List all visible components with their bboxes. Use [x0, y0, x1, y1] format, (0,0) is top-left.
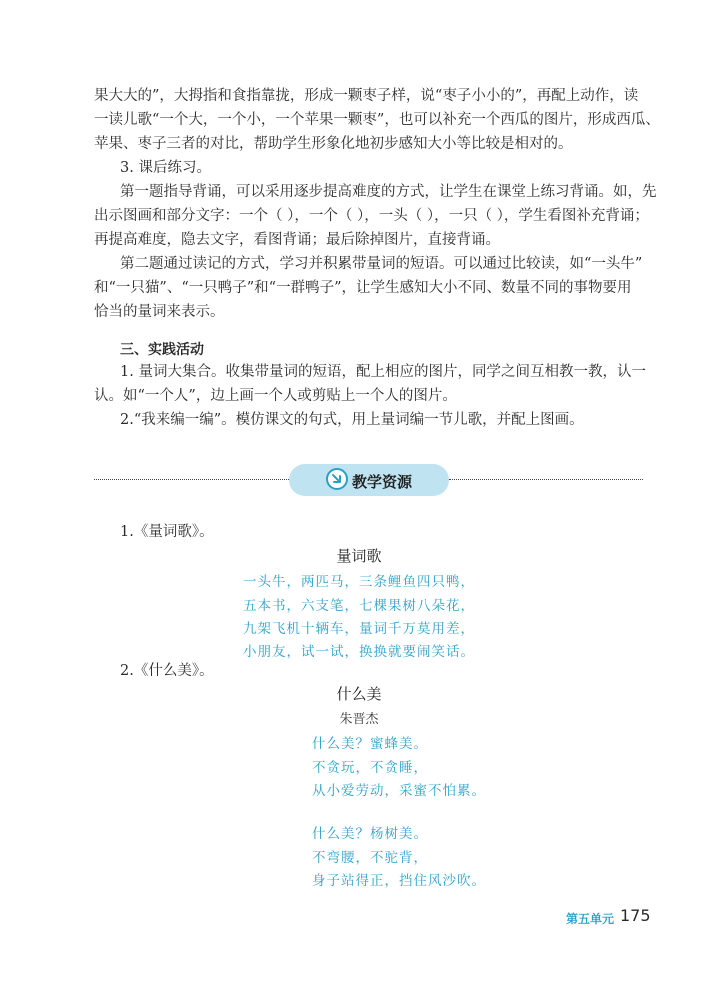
- body-line: 苹果、枣子三者的对比，帮助学生形象化地初步感知大小等比较是相对的。: [94, 136, 573, 152]
- footer-unit-label: 第五单元: [566, 912, 615, 926]
- poem-line: 什么美？蜜蜂美。: [312, 736, 428, 752]
- poem-line: 小朋友，试一试，换换就要闹笑话。: [243, 644, 475, 660]
- subheading-exercise: 3. 课后练习。: [120, 160, 211, 176]
- body-line: 果大大的”，大拇指和食指靠拢，形成一颗枣子样，说“枣子小小的”，再配上动作，读: [94, 88, 639, 104]
- body-line: 出示图画和部分文字：一个（ ），一个（ ），一头（ ），一只（ ），学生看图补充背诵；: [94, 208, 649, 224]
- section-heading: 三、实践活动: [120, 342, 204, 358]
- poem-title: 什么美: [336, 685, 382, 703]
- body-line: 2.“我来编一编”。模仿课文的句式，用上量词编一节儿歌，并配上图画。: [120, 412, 584, 428]
- divider-right: [449, 479, 643, 480]
- poem-title: 量词歌: [336, 547, 382, 565]
- body-line: 第二题通过读记的方式，学习并积累带量词的短语。可以通过比较读，如“一头牛”: [120, 256, 643, 272]
- poem-line: 一头牛，两匹马，三条鲤鱼四只鸭，: [243, 574, 475, 590]
- divider-left: [94, 479, 289, 480]
- resource-item-label: 2.《什么美》。: [120, 663, 214, 679]
- poem-line: 九架飞机十辆车，量词千万莫用差，: [243, 621, 475, 637]
- arrow-down-right-icon: [326, 468, 348, 490]
- poem-author: 朱晋杰: [339, 712, 379, 727]
- resource-item-label: 1.《量词歌》。: [120, 524, 214, 540]
- body-line: 再提高难度，隐去文字，看图背诵；最后除掉图片，直接背诵。: [94, 232, 500, 248]
- body-line: 恰当的量词来表示。: [94, 304, 225, 320]
- body-line: 1. 量词大集合。收集带量词的短语，配上相应的图片，同学之间互相教一教，认一: [120, 364, 646, 380]
- poem-line: 五本书，六支笔，七棵果树八朵花，: [243, 598, 475, 614]
- page-number: 175: [620, 906, 651, 925]
- body-line: 一读儿歌“一个大，一个小，一个苹果一颗枣”，也可以补充一个西瓜的图片，形成西瓜、: [94, 112, 660, 128]
- poem-line: 不贪玩，不贪睡，: [312, 760, 428, 776]
- poem-line: 从小爱劳动，采蜜不怕累。: [312, 783, 486, 799]
- body-line: 第一题指导背诵，可以采用逐步提高难度的方式，让学生在课堂上练习背诵。如，先: [120, 184, 657, 200]
- resources-banner-label: 教学资源: [352, 473, 413, 491]
- body-line: 和“一只猫”、“一只鸭子”和“一群鸭子”，让学生感知大小不同、数量不同的事物要用: [94, 280, 632, 296]
- poem-line: 身子站得正，挡住风沙吹。: [312, 873, 486, 889]
- body-line: 认。如“一个人”，边上画一个人或剪贴上一个人的图片。: [94, 388, 457, 404]
- poem-line: 不弯腰，不驼背，: [312, 850, 428, 866]
- poem-line: 什么美？杨树美。: [312, 826, 428, 842]
